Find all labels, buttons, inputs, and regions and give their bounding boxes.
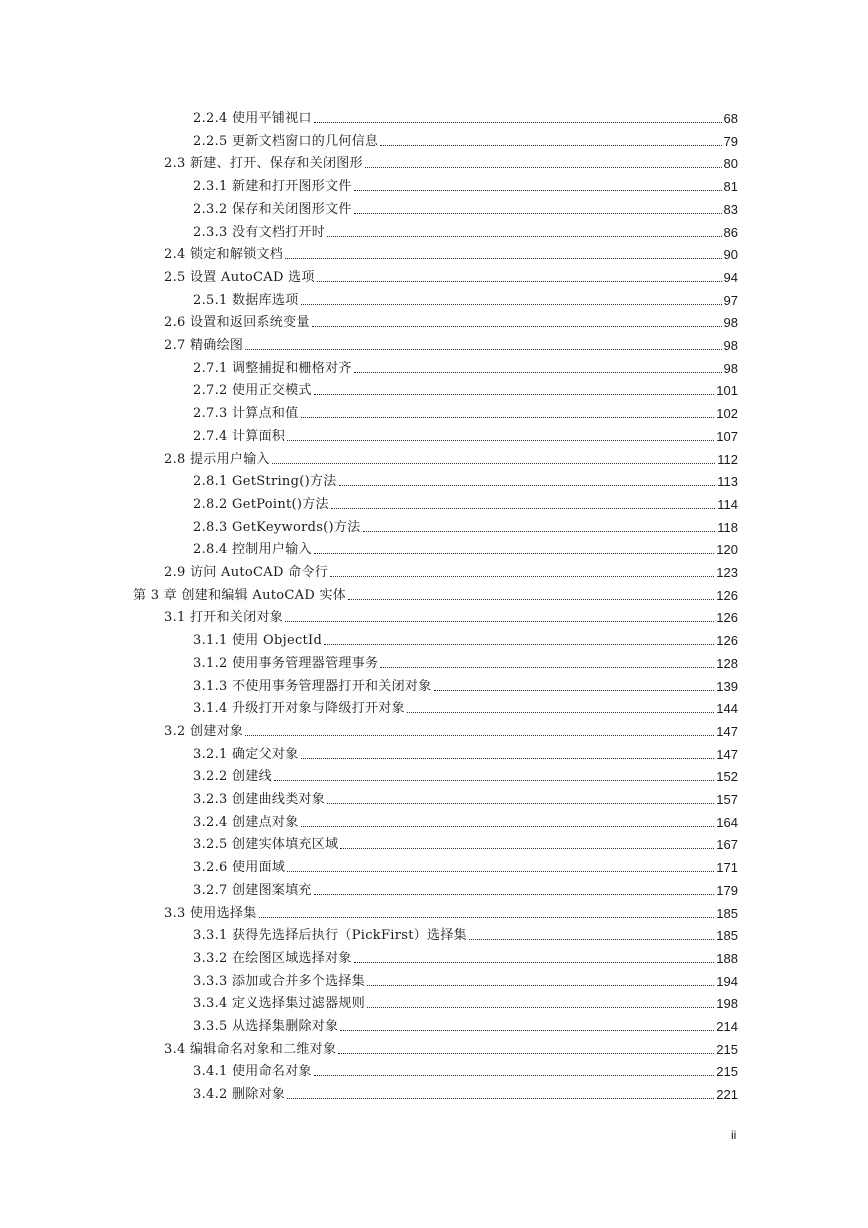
toc-entry-title: 2.7 精确绘图 bbox=[164, 338, 244, 353]
toc-entry[interactable] bbox=[193, 423, 738, 445]
toc-entry-title: 第 3 章 创建和编辑 AutoCAD 实体 bbox=[133, 587, 347, 603]
toc-entry-title: 3.2.5 创建实体填充区域 bbox=[193, 837, 339, 853]
toc-entry-title: 2.3.3 没有文档打开时 bbox=[193, 224, 326, 240]
toc-entry-page: 123 bbox=[716, 565, 738, 580]
toc-entry[interactable] bbox=[193, 1081, 738, 1103]
dot-leader bbox=[327, 236, 721, 237]
toc-entry[interactable] bbox=[164, 559, 738, 581]
dot-leader bbox=[301, 758, 715, 759]
toc-entry[interactable] bbox=[193, 1058, 738, 1080]
toc-entry[interactable] bbox=[193, 536, 738, 558]
toc-entry-title: 3.2 创建对象 bbox=[164, 723, 244, 739]
toc-entry[interactable] bbox=[193, 514, 738, 536]
toc-entry-title: 2.8.4 控制用户输入 bbox=[193, 542, 312, 558]
toc-entry-page: 157 bbox=[716, 792, 738, 807]
dot-leader bbox=[314, 122, 722, 123]
dot-leader bbox=[367, 1007, 714, 1008]
toc-entry-title: 2.9 访问 AutoCAD 命令行 bbox=[164, 565, 329, 580]
toc-entry-page: 167 bbox=[716, 837, 738, 853]
toc-entry-page: 185 bbox=[716, 928, 738, 944]
toc-entry-title: 3.3.5 从选择集删除对象 bbox=[193, 1019, 339, 1034]
toc-entry-page: 221 bbox=[716, 1087, 738, 1103]
toc-entry[interactable] bbox=[193, 990, 738, 1012]
toc-entry-title: 3.2.2 创建线 bbox=[193, 769, 272, 785]
toc-entry-title: 2.8 提示用户输入 bbox=[164, 451, 270, 467]
toc-entry-page: 120 bbox=[716, 542, 738, 558]
toc-entry-title: 3.3.3 添加或合并多个选择集 bbox=[193, 973, 366, 989]
toc-entry-page: 179 bbox=[716, 882, 738, 898]
toc-entry-title: 3.2.3 创建曲线类对象 bbox=[193, 792, 326, 807]
dot-leader bbox=[434, 690, 715, 691]
dot-leader bbox=[314, 1075, 714, 1076]
toc-entry[interactable] bbox=[193, 945, 738, 967]
toc-entry-page: 147 bbox=[716, 723, 738, 739]
toc-entry-page: 101 bbox=[716, 383, 738, 399]
toc-entry-title: 3.1 打开和关闭对象 bbox=[164, 610, 284, 626]
toc-entry[interactable] bbox=[193, 673, 738, 695]
toc-entry-title: 3.1.4 升级打开对象与降级打开对象 bbox=[193, 701, 405, 717]
toc-entry[interactable] bbox=[193, 491, 738, 513]
dot-leader bbox=[339, 485, 716, 486]
toc-entry-title: 3.4.1 使用命名对象 bbox=[193, 1064, 312, 1080]
dot-leader bbox=[469, 939, 714, 940]
toc-entry-title: 2.2.5 更新文档窗口的几何信息 bbox=[193, 133, 379, 149]
toc-entry-page: 198 bbox=[716, 996, 738, 1012]
dot-leader bbox=[245, 735, 714, 736]
toc-entry-page: 102 bbox=[716, 406, 738, 422]
toc-entry-title: 2.3 新建、打开、保存和关闭图形 bbox=[164, 156, 363, 172]
toc-entry-page: 126 bbox=[716, 633, 738, 649]
toc-entry-title: 2.6 设置和返回系统变量 bbox=[164, 315, 310, 331]
dot-leader bbox=[287, 440, 714, 441]
toc-entry-page: 214 bbox=[716, 1019, 738, 1034]
toc-entry-page: 215 bbox=[716, 1041, 738, 1057]
toc-entry-page: 152 bbox=[716, 769, 738, 785]
toc-entry-title: 3.1.2 使用事务管理器管理事务 bbox=[193, 655, 379, 671]
toc-entry-page: 68 bbox=[723, 111, 738, 126]
toc-entry-title: 2.7.1 调整捕捉和栅格对齐 bbox=[193, 360, 352, 376]
toc-entry[interactable] bbox=[164, 446, 738, 468]
toc-entry-title: 2.5.1 数据库选项 bbox=[193, 292, 299, 308]
toc-entry-page: 83 bbox=[723, 201, 738, 217]
dot-leader bbox=[314, 553, 714, 554]
dot-leader bbox=[285, 258, 721, 259]
toc-entry-title: 2.8.2 GetPoint()方法 bbox=[193, 496, 329, 512]
toc-entry-page: 94 bbox=[723, 269, 738, 285]
toc-entry-title: 2.8.3 GetKeywords()方法 bbox=[193, 519, 361, 535]
dot-leader bbox=[324, 644, 714, 645]
toc-entry[interactable] bbox=[193, 968, 738, 990]
toc-entry[interactable] bbox=[193, 877, 738, 899]
toc-entry-page: 114 bbox=[717, 496, 738, 512]
toc-entry-title: 3.3.2 在绘图区域选择对象 bbox=[193, 950, 352, 966]
toc-entry[interactable] bbox=[193, 287, 738, 309]
toc-entry-title: 3.3 使用选择集 bbox=[164, 905, 257, 921]
toc-entry[interactable] bbox=[193, 741, 738, 763]
toc-entry-page: 164 bbox=[716, 814, 738, 830]
toc-entry-page: 86 bbox=[723, 224, 738, 240]
toc-entry-title: 3.1.3 不使用事务管理器打开和关闭对象 bbox=[193, 678, 432, 694]
toc-entry-title: 2.5 设置 AutoCAD 选项 bbox=[164, 269, 315, 285]
dot-leader bbox=[301, 826, 715, 827]
toc-entry-page: 79 bbox=[723, 133, 738, 149]
dot-leader bbox=[354, 962, 715, 963]
toc-entry-page: 81 bbox=[723, 179, 738, 195]
dot-leader bbox=[354, 213, 722, 214]
dot-leader bbox=[327, 803, 714, 804]
toc-entry[interactable] bbox=[193, 922, 738, 944]
toc-entry-page: 126 bbox=[716, 587, 738, 603]
dot-leader bbox=[314, 894, 714, 895]
toc-entry-page: 112 bbox=[717, 451, 738, 467]
toc-entry[interactable] bbox=[164, 264, 738, 286]
toc-entry-title: 3.4.2 删除对象 bbox=[193, 1087, 286, 1103]
toc-entry[interactable] bbox=[193, 196, 738, 218]
toc-entry[interactable] bbox=[193, 763, 738, 785]
dot-leader bbox=[274, 780, 714, 781]
toc-entry-page: 126 bbox=[716, 610, 738, 626]
page-number: ii bbox=[731, 1128, 737, 1142]
toc-entry[interactable] bbox=[164, 900, 738, 922]
toc-entry-page: 171 bbox=[716, 860, 738, 876]
toc-entry[interactable] bbox=[164, 718, 738, 740]
dot-leader bbox=[338, 1053, 714, 1054]
toc-entry-page: 215 bbox=[716, 1064, 738, 1080]
dot-leader bbox=[348, 599, 714, 600]
dot-leader bbox=[354, 372, 722, 373]
toc-entry[interactable] bbox=[193, 854, 738, 876]
toc-entry-page: 188 bbox=[716, 950, 738, 966]
toc-entry[interactable] bbox=[193, 128, 738, 150]
toc-entry[interactable] bbox=[193, 650, 738, 672]
toc-entry-title: 2.4 锁定和解锁文档 bbox=[164, 247, 284, 263]
toc-entry-title: 3.4 编辑命名对象和二维对象 bbox=[164, 1041, 337, 1057]
toc-entry-page: 90 bbox=[723, 247, 738, 263]
toc-entry-title: 3.2.1 确定父对象 bbox=[193, 746, 299, 762]
dot-leader bbox=[312, 326, 722, 327]
dot-leader bbox=[301, 417, 715, 418]
toc-entry[interactable] bbox=[193, 355, 738, 377]
toc-entry-page: 139 bbox=[716, 678, 738, 694]
toc-entry[interactable] bbox=[164, 241, 738, 263]
toc-entry-title: 3.3.1 获得先选择后执行（PickFirst）选择集 bbox=[193, 928, 467, 944]
dot-leader bbox=[285, 621, 714, 622]
toc-entry-page: 194 bbox=[716, 973, 738, 989]
toc-entry[interactable] bbox=[164, 1036, 738, 1058]
toc-entry-page: 113 bbox=[717, 474, 738, 490]
dot-leader bbox=[259, 917, 715, 918]
toc-entry-page: 185 bbox=[716, 905, 738, 921]
toc-entry[interactable] bbox=[164, 332, 738, 354]
toc-entry-page: 80 bbox=[723, 156, 738, 172]
toc-entry[interactable] bbox=[193, 695, 738, 717]
toc-entry[interactable] bbox=[193, 377, 738, 399]
toc-entry-page: 97 bbox=[723, 292, 738, 308]
dot-leader bbox=[407, 712, 714, 713]
dot-leader bbox=[340, 848, 714, 849]
toc-entry[interactable] bbox=[193, 831, 738, 853]
dot-leader bbox=[340, 1030, 714, 1031]
toc-entry-title: 2.7.4 计算面积 bbox=[193, 428, 286, 444]
toc-entry[interactable] bbox=[193, 627, 738, 649]
toc-entry[interactable] bbox=[193, 219, 738, 241]
toc-entry-title: 2.3.2 保存和关闭图形文件 bbox=[193, 201, 352, 217]
toc-entry[interactable] bbox=[193, 1013, 738, 1035]
toc-entry-title: 2.3.1 新建和打开图形文件 bbox=[193, 179, 352, 195]
toc-entry-page: 107 bbox=[716, 428, 738, 444]
toc-entry-title: 2.7.3 计算点和值 bbox=[193, 406, 299, 422]
toc-entry[interactable] bbox=[193, 786, 738, 808]
dot-leader bbox=[365, 167, 722, 168]
toc-entry-title: 3.3.4 定义选择集过滤器规则 bbox=[193, 996, 366, 1012]
dot-leader bbox=[380, 145, 721, 146]
toc-entry-page: 147 bbox=[716, 746, 738, 762]
dot-leader bbox=[367, 985, 714, 986]
toc-entry[interactable] bbox=[133, 582, 738, 604]
dot-leader bbox=[272, 463, 715, 464]
dot-leader bbox=[287, 1098, 714, 1099]
toc-entry-page: 128 bbox=[716, 655, 738, 671]
dot-leader bbox=[245, 349, 721, 350]
toc-entry[interactable] bbox=[193, 809, 738, 831]
toc-entry-title: 3.2.6 使用面域 bbox=[193, 860, 286, 876]
toc-entry-page: 98 bbox=[723, 338, 738, 353]
toc-entry[interactable] bbox=[193, 173, 738, 195]
toc-entry[interactable] bbox=[193, 468, 738, 490]
toc-entry-page: 144 bbox=[716, 701, 738, 717]
toc-entry-page: 118 bbox=[717, 519, 738, 535]
toc-entry-title: 3.2.7 创建图案填充 bbox=[193, 882, 312, 898]
toc-entry-page: 98 bbox=[723, 360, 738, 376]
dot-leader bbox=[363, 531, 716, 532]
toc-entry-title: 3.1.1 使用 ObjectId bbox=[193, 633, 323, 649]
toc-entry[interactable] bbox=[193, 105, 738, 127]
toc-entry[interactable] bbox=[193, 400, 738, 422]
toc-entry-title: 2.7.2 使用正交模式 bbox=[193, 383, 312, 399]
dot-leader bbox=[331, 508, 715, 509]
toc-entry-title: 2.8.1 GetString()方法 bbox=[193, 474, 337, 490]
dot-leader bbox=[330, 576, 714, 577]
dot-leader bbox=[301, 304, 722, 305]
toc-entry-title: 3.2.4 创建点对象 bbox=[193, 814, 299, 830]
dot-leader bbox=[380, 667, 714, 668]
toc-entry-title: 2.2.4 使用平铺视口 bbox=[193, 111, 312, 126]
toc-entry[interactable] bbox=[164, 604, 738, 626]
toc-entry-page: 98 bbox=[723, 315, 738, 331]
toc-entry[interactable] bbox=[164, 150, 738, 172]
dot-leader bbox=[314, 394, 714, 395]
dot-leader bbox=[317, 281, 722, 282]
toc-entry[interactable] bbox=[164, 309, 738, 331]
dot-leader bbox=[287, 871, 714, 872]
dot-leader bbox=[354, 190, 722, 191]
